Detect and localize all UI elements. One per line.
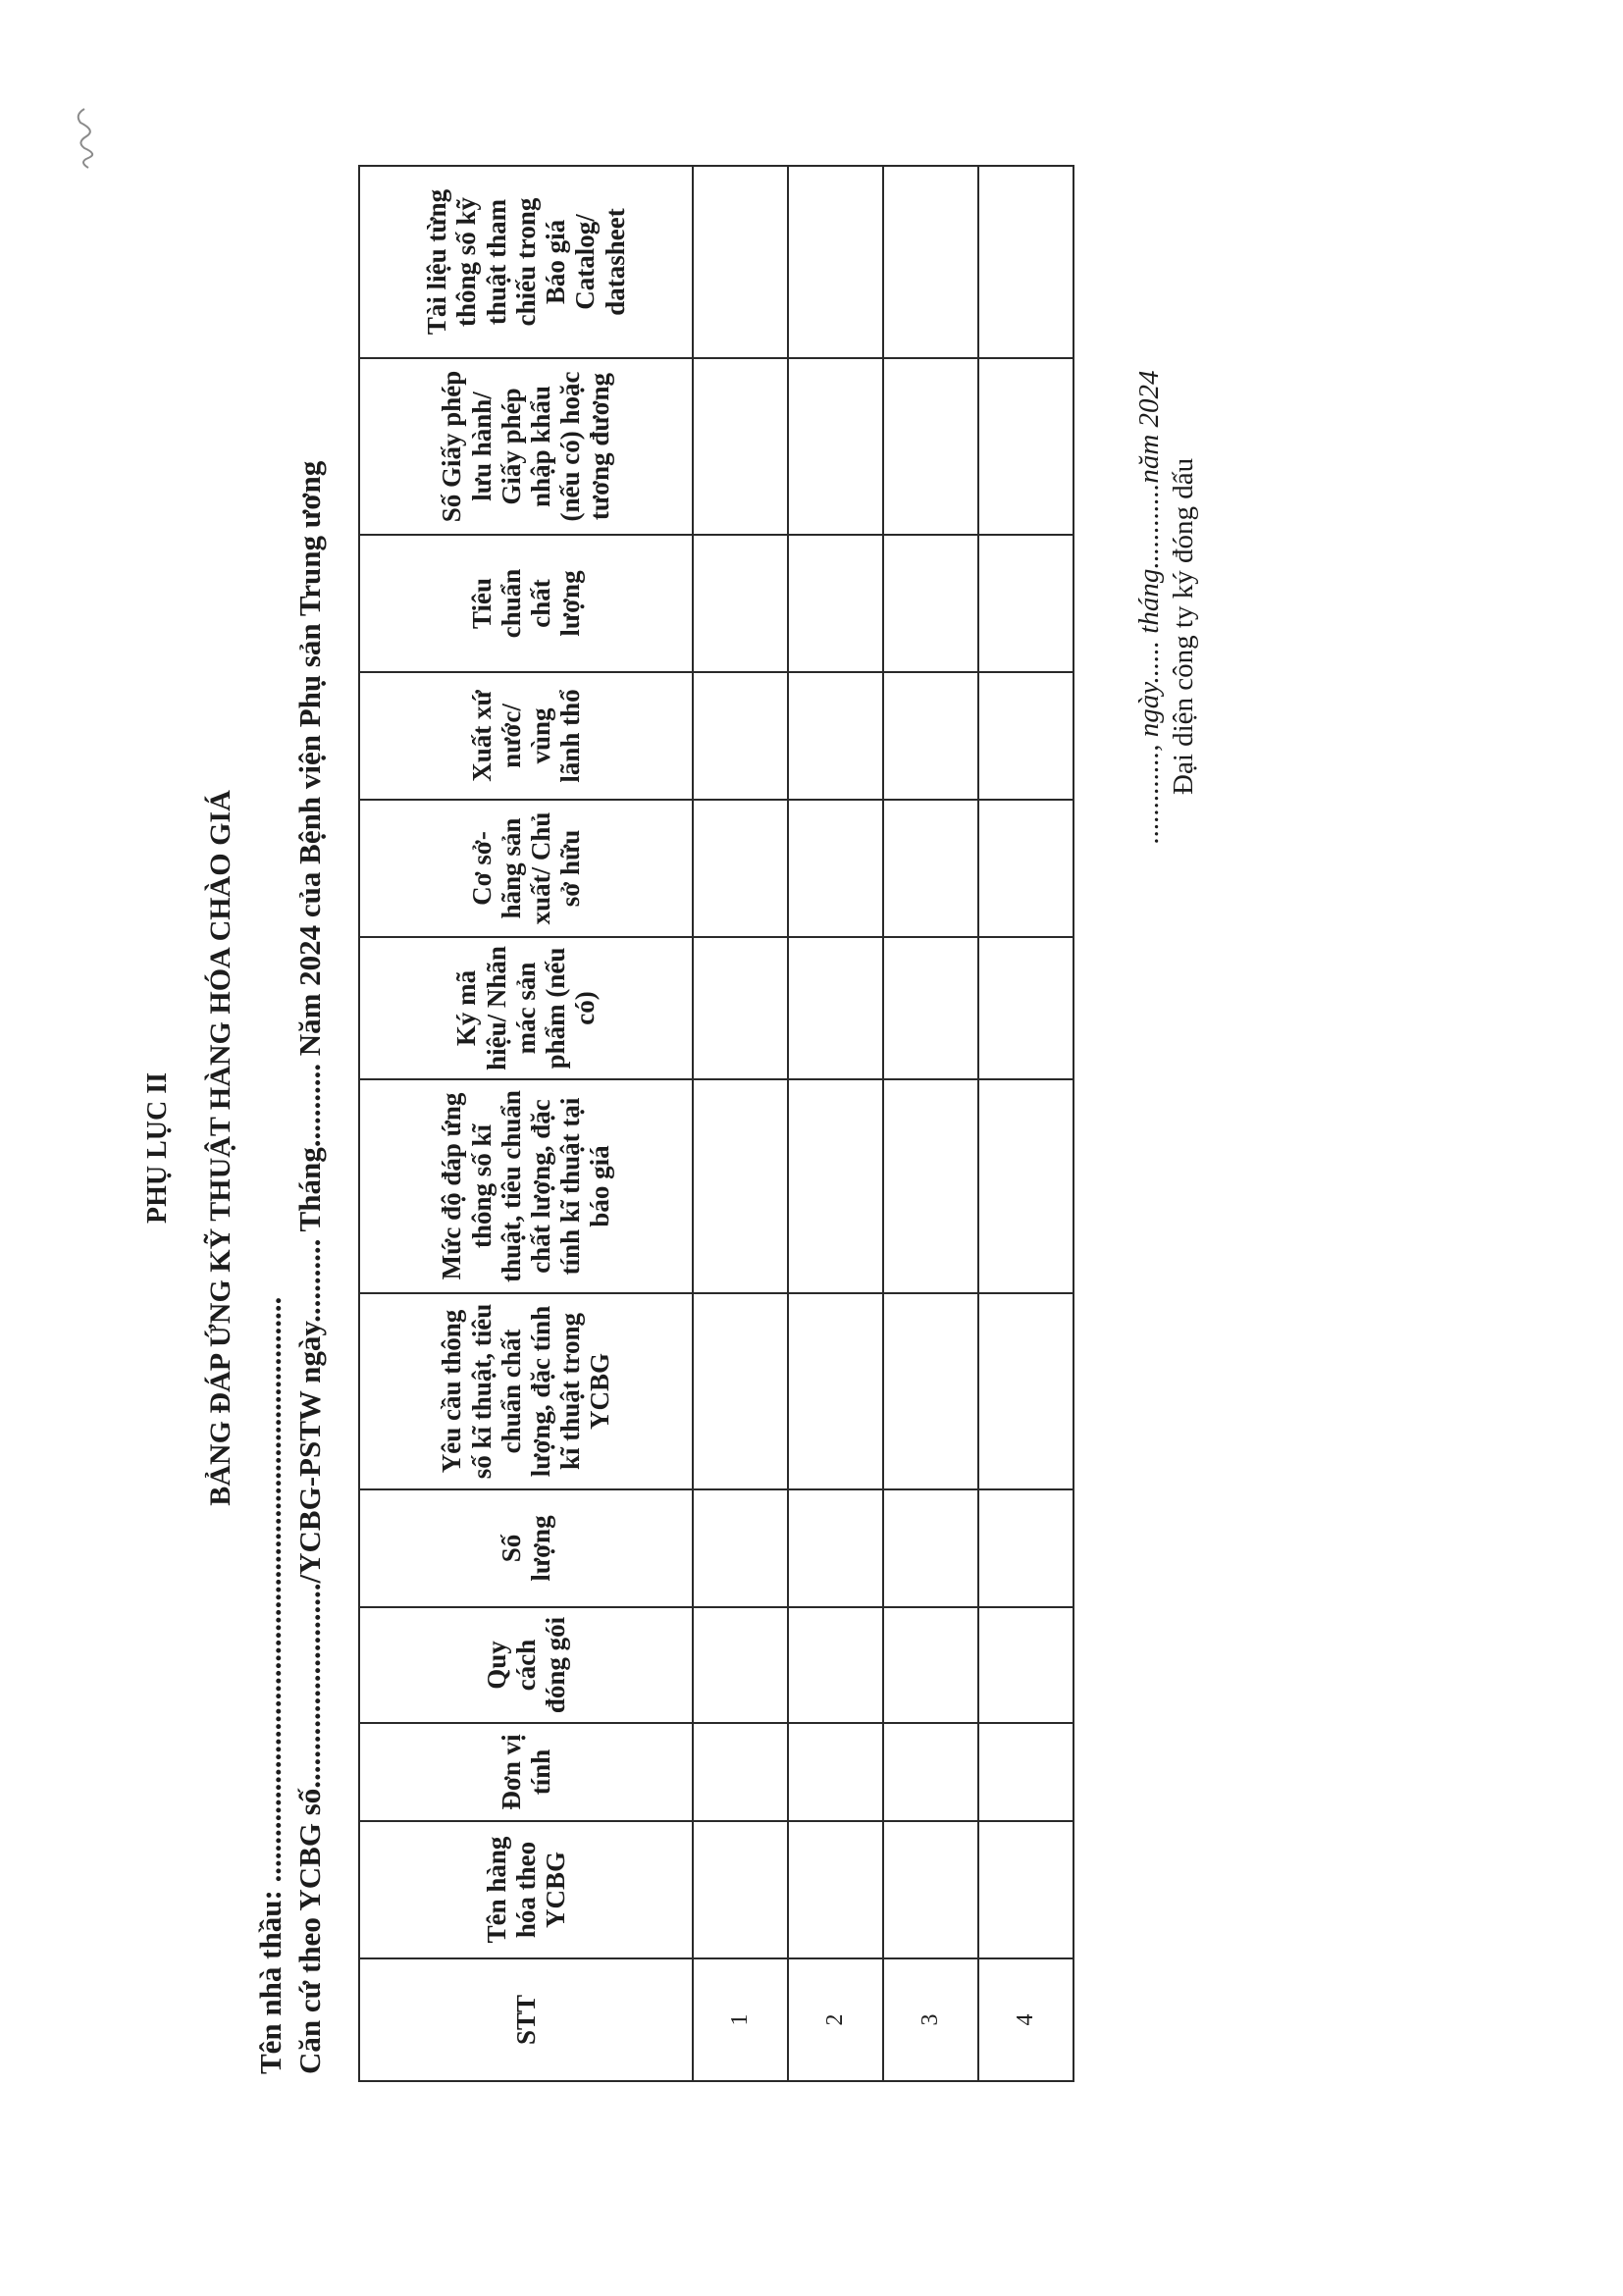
table-header-row xyxy=(359,166,693,2081)
table-cell xyxy=(693,1607,788,1723)
table-cell xyxy=(978,535,1073,672)
table-cell xyxy=(693,937,788,1079)
table-cell xyxy=(693,1293,788,1489)
appendix-label: PHỤ LỤC II xyxy=(142,1072,173,1225)
table-cell xyxy=(693,1821,788,1958)
company-representative-label: Đại diện công ty ký đóng dấu xyxy=(1168,457,1199,795)
table-cell xyxy=(693,1079,788,1293)
table-cell xyxy=(978,166,1073,358)
table-cell xyxy=(693,535,788,672)
row-stt: 4 xyxy=(978,1958,1073,2081)
col-header-stt: STT xyxy=(359,1958,693,2081)
col-header-packing: Quy cách đóng gói xyxy=(359,1607,693,1723)
row-stt: 1 xyxy=(693,1958,788,2081)
table-cell xyxy=(788,937,883,1079)
table-cell xyxy=(693,1489,788,1607)
table-cell xyxy=(978,1821,1073,1958)
table-row xyxy=(693,166,788,2081)
table-cell xyxy=(978,937,1073,1079)
table-cell xyxy=(978,1489,1073,1607)
contractor-name-line: Tên nhà thầu: ............................................................................. xyxy=(253,1296,288,2074)
table-cell xyxy=(693,358,788,535)
table-cell xyxy=(978,358,1073,535)
row-stt: 2 xyxy=(788,1958,883,2081)
col-header-model-brand: Ký mã hiệu/ Nhãn mác sản phẩm (nếu có) xyxy=(359,937,693,1079)
table-cell xyxy=(788,1821,883,1958)
table-cell xyxy=(788,672,883,800)
technical-response-table xyxy=(358,165,1074,2082)
table-cell xyxy=(788,166,883,358)
col-header-license: Số Giấy phép lưu hành/ Giấy phép nhập khẩu (nếu có) hoặc tương đương xyxy=(359,358,693,535)
table-cell xyxy=(788,1079,883,1293)
row-stt: 3 xyxy=(883,1958,978,2081)
table-cell xyxy=(693,166,788,358)
table-cell xyxy=(978,1607,1073,1723)
handwritten-mark xyxy=(59,93,98,172)
table-cell xyxy=(788,1723,883,1821)
table-row xyxy=(788,166,883,2081)
table-cell xyxy=(978,672,1073,800)
col-header-requirements: Yêu cầu thông số kĩ thuật, tiêu chuẩn chất lượng, đặc tính kĩ thuật trong YCBG xyxy=(359,1293,693,1489)
table-cell xyxy=(978,1079,1073,1293)
col-header-goods-name: Tên hàng hóa theo YCBG xyxy=(359,1821,693,1958)
table-cell xyxy=(978,1723,1073,1821)
table-cell xyxy=(883,1723,978,1821)
table-cell xyxy=(693,672,788,800)
col-header-unit: Đơn vị tính xyxy=(359,1723,693,1821)
table-cell xyxy=(883,1489,978,1607)
table-cell xyxy=(883,1079,978,1293)
document-title: BẢNG ĐÁP ỨNG KỸ THUẬT HÀNG HÓA CHÀO GIÁ xyxy=(204,790,236,1506)
table-cell xyxy=(978,1293,1073,1489)
table-cell xyxy=(788,800,883,937)
table-cell xyxy=(693,800,788,937)
signature-date-line: ............., ngày...... tháng............năm 2024 xyxy=(1133,370,1165,844)
table-cell xyxy=(883,937,978,1079)
basis-line: Căn cứ theo YCBG số.........................../YCBG-PSTW ngày........... Tháng........... Năm 2024 của Bệnh viện Phụ sản Trung ương xyxy=(292,460,327,2074)
table-cell xyxy=(788,1607,883,1723)
table-cell xyxy=(883,1607,978,1723)
col-header-quality-standard: Tiêu chuẩn chất lượng xyxy=(359,535,693,672)
table-cell xyxy=(883,1293,978,1489)
col-header-documents: Tài liệu từng thông số kỹ thuật tham chiếu trong Báo giá Catalog/ datasheet xyxy=(359,166,693,358)
table-cell xyxy=(788,1489,883,1607)
table-cell xyxy=(883,358,978,535)
table-cell xyxy=(883,672,978,800)
table-cell xyxy=(978,800,1073,937)
table-cell xyxy=(788,1293,883,1489)
table-row xyxy=(978,166,1073,2081)
table-cell xyxy=(693,1723,788,1821)
table-row xyxy=(883,166,978,2081)
col-header-origin: Xuất xứ nước/ vùng lãnh thổ xyxy=(359,672,693,800)
table-cell xyxy=(883,535,978,672)
table-cell xyxy=(883,800,978,937)
table-cell xyxy=(788,535,883,672)
col-header-compliance: Mức độ đáp ứng thông số kĩ thuật, tiêu chuẩn chất lượng, đặc tính kĩ thuật tại báo giá xyxy=(359,1079,693,1293)
table-cell xyxy=(883,166,978,358)
table-cell xyxy=(788,358,883,535)
col-header-manufacturer: Cơ sở- hãng sản xuất/ Chủ sở hữu xyxy=(359,800,693,937)
col-header-quantity: Số lượng xyxy=(359,1489,693,1607)
table-cell xyxy=(883,1821,978,1958)
